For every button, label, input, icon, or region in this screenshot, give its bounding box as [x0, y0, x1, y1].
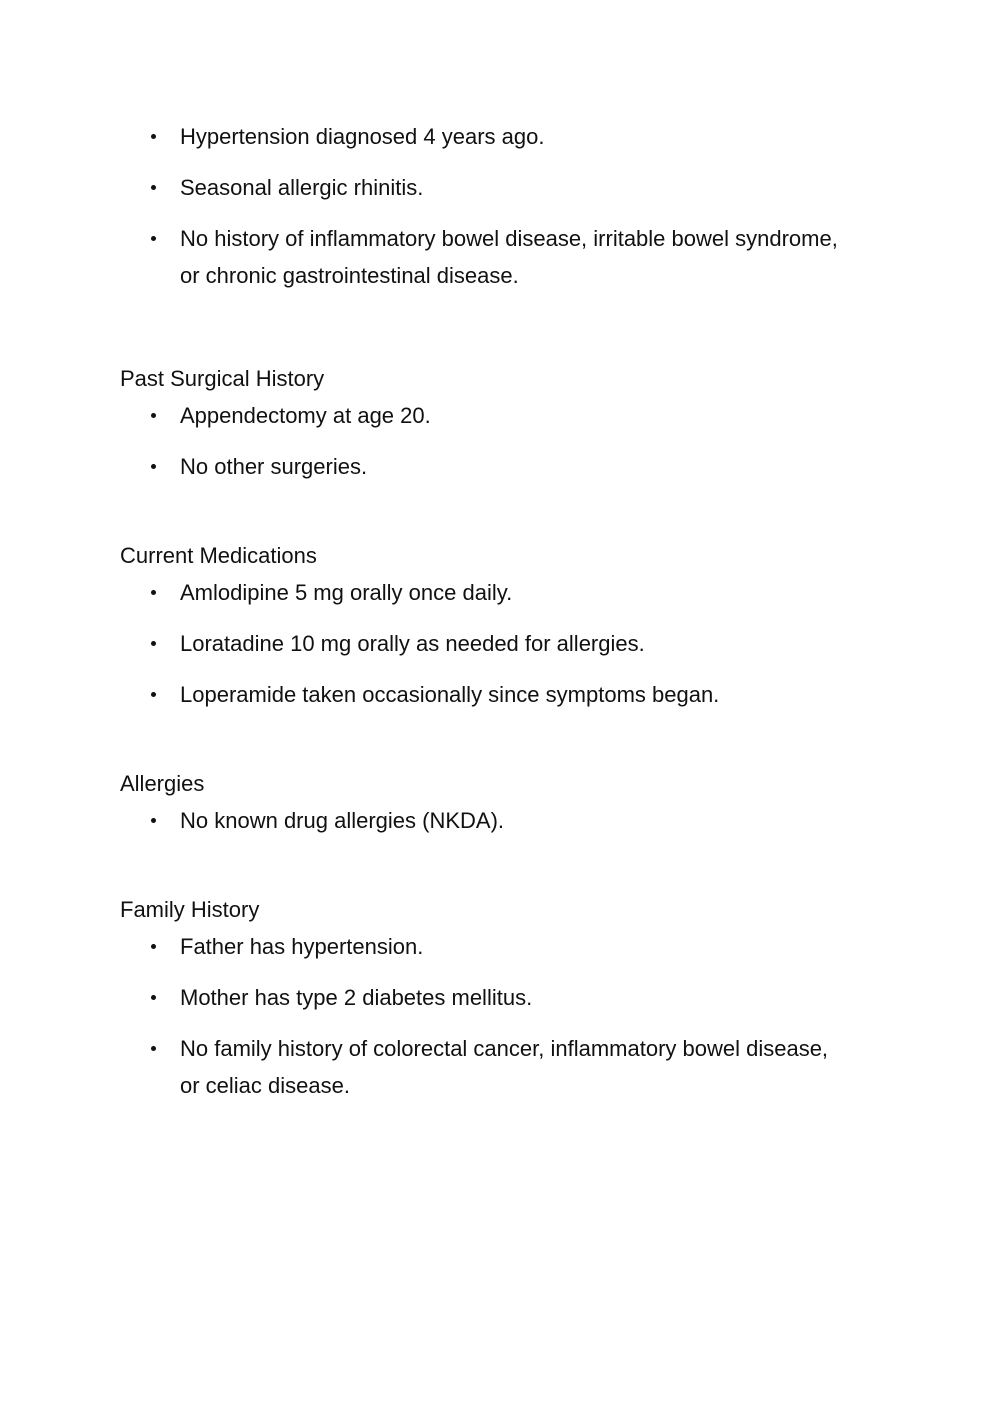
list-item-text: Father has hypertension.: [180, 934, 424, 959]
section-heading-family-history: Family History: [120, 897, 260, 922]
section-spacer: [120, 308, 840, 360]
bullet-icon: [151, 413, 156, 418]
section-heading-allergies: Allergies: [120, 771, 205, 796]
list-item: [120, 1030, 840, 1104]
list-item-text: Loratadine 10 mg orally as needed for allergies.: [180, 631, 645, 656]
allergies-list: [120, 802, 840, 839]
bullet-icon: [151, 236, 156, 241]
bullet-icon: [151, 818, 156, 823]
list-item-text: Hypertension diagnosed 4 years ago.: [180, 124, 545, 149]
past-medical-history-list: [120, 118, 840, 294]
list-item: [120, 574, 840, 611]
bullet-icon: [151, 944, 156, 949]
list-item: [120, 979, 840, 1016]
list-item-text: No other surgeries.: [180, 454, 368, 479]
past-surgical-history-list: [120, 397, 840, 485]
list-item: [120, 220, 840, 294]
list-item: [120, 118, 840, 155]
bullet-icon: [151, 590, 156, 595]
list-item-text: No history of inflammatory bowel disease, irritable bowel syndrome, or chronic gastrointestinal disease.: [180, 226, 838, 288]
current-medications-list: [120, 574, 840, 713]
list-item: [120, 676, 840, 713]
bullet-icon: [151, 692, 156, 697]
section-spacer: [120, 499, 840, 537]
list-item-text: Amlodipine 5 mg orally once daily.: [180, 580, 513, 605]
list-item-text: No family history of colorectal cancer, inflammatory bowel disease, or celiac disease.: [180, 1036, 829, 1098]
list-item-text: Appendectomy at age 20.: [180, 403, 431, 428]
list-item-text: Mother has type 2 diabetes mellitus.: [180, 985, 533, 1010]
bullet-icon: [151, 641, 156, 646]
list-item: [120, 448, 840, 485]
list-item: [120, 625, 840, 662]
section-spacer: [120, 853, 840, 891]
family-history-list: [120, 928, 840, 1104]
list-item-text: Loperamide taken occasionally since symptoms began.: [180, 682, 720, 707]
bullet-icon: [151, 995, 156, 1000]
list-item-text: No known drug allergies (NKDA).: [180, 808, 505, 833]
document-content: [120, 118, 840, 1118]
bullet-icon: [151, 464, 156, 469]
section-heading-past-surgical-history: Past Surgical History: [120, 366, 325, 391]
list-item-text: Seasonal allergic rhinitis.: [180, 175, 424, 200]
section-spacer: [120, 727, 840, 765]
list-item: [120, 928, 840, 965]
section-heading-current-medications: Current Medications: [120, 543, 317, 568]
list-item: [120, 397, 840, 434]
list-item: [120, 802, 840, 839]
list-item: [120, 169, 840, 206]
bullet-icon: [151, 185, 156, 190]
bullet-icon: [151, 134, 156, 139]
bullet-icon: [151, 1046, 156, 1051]
